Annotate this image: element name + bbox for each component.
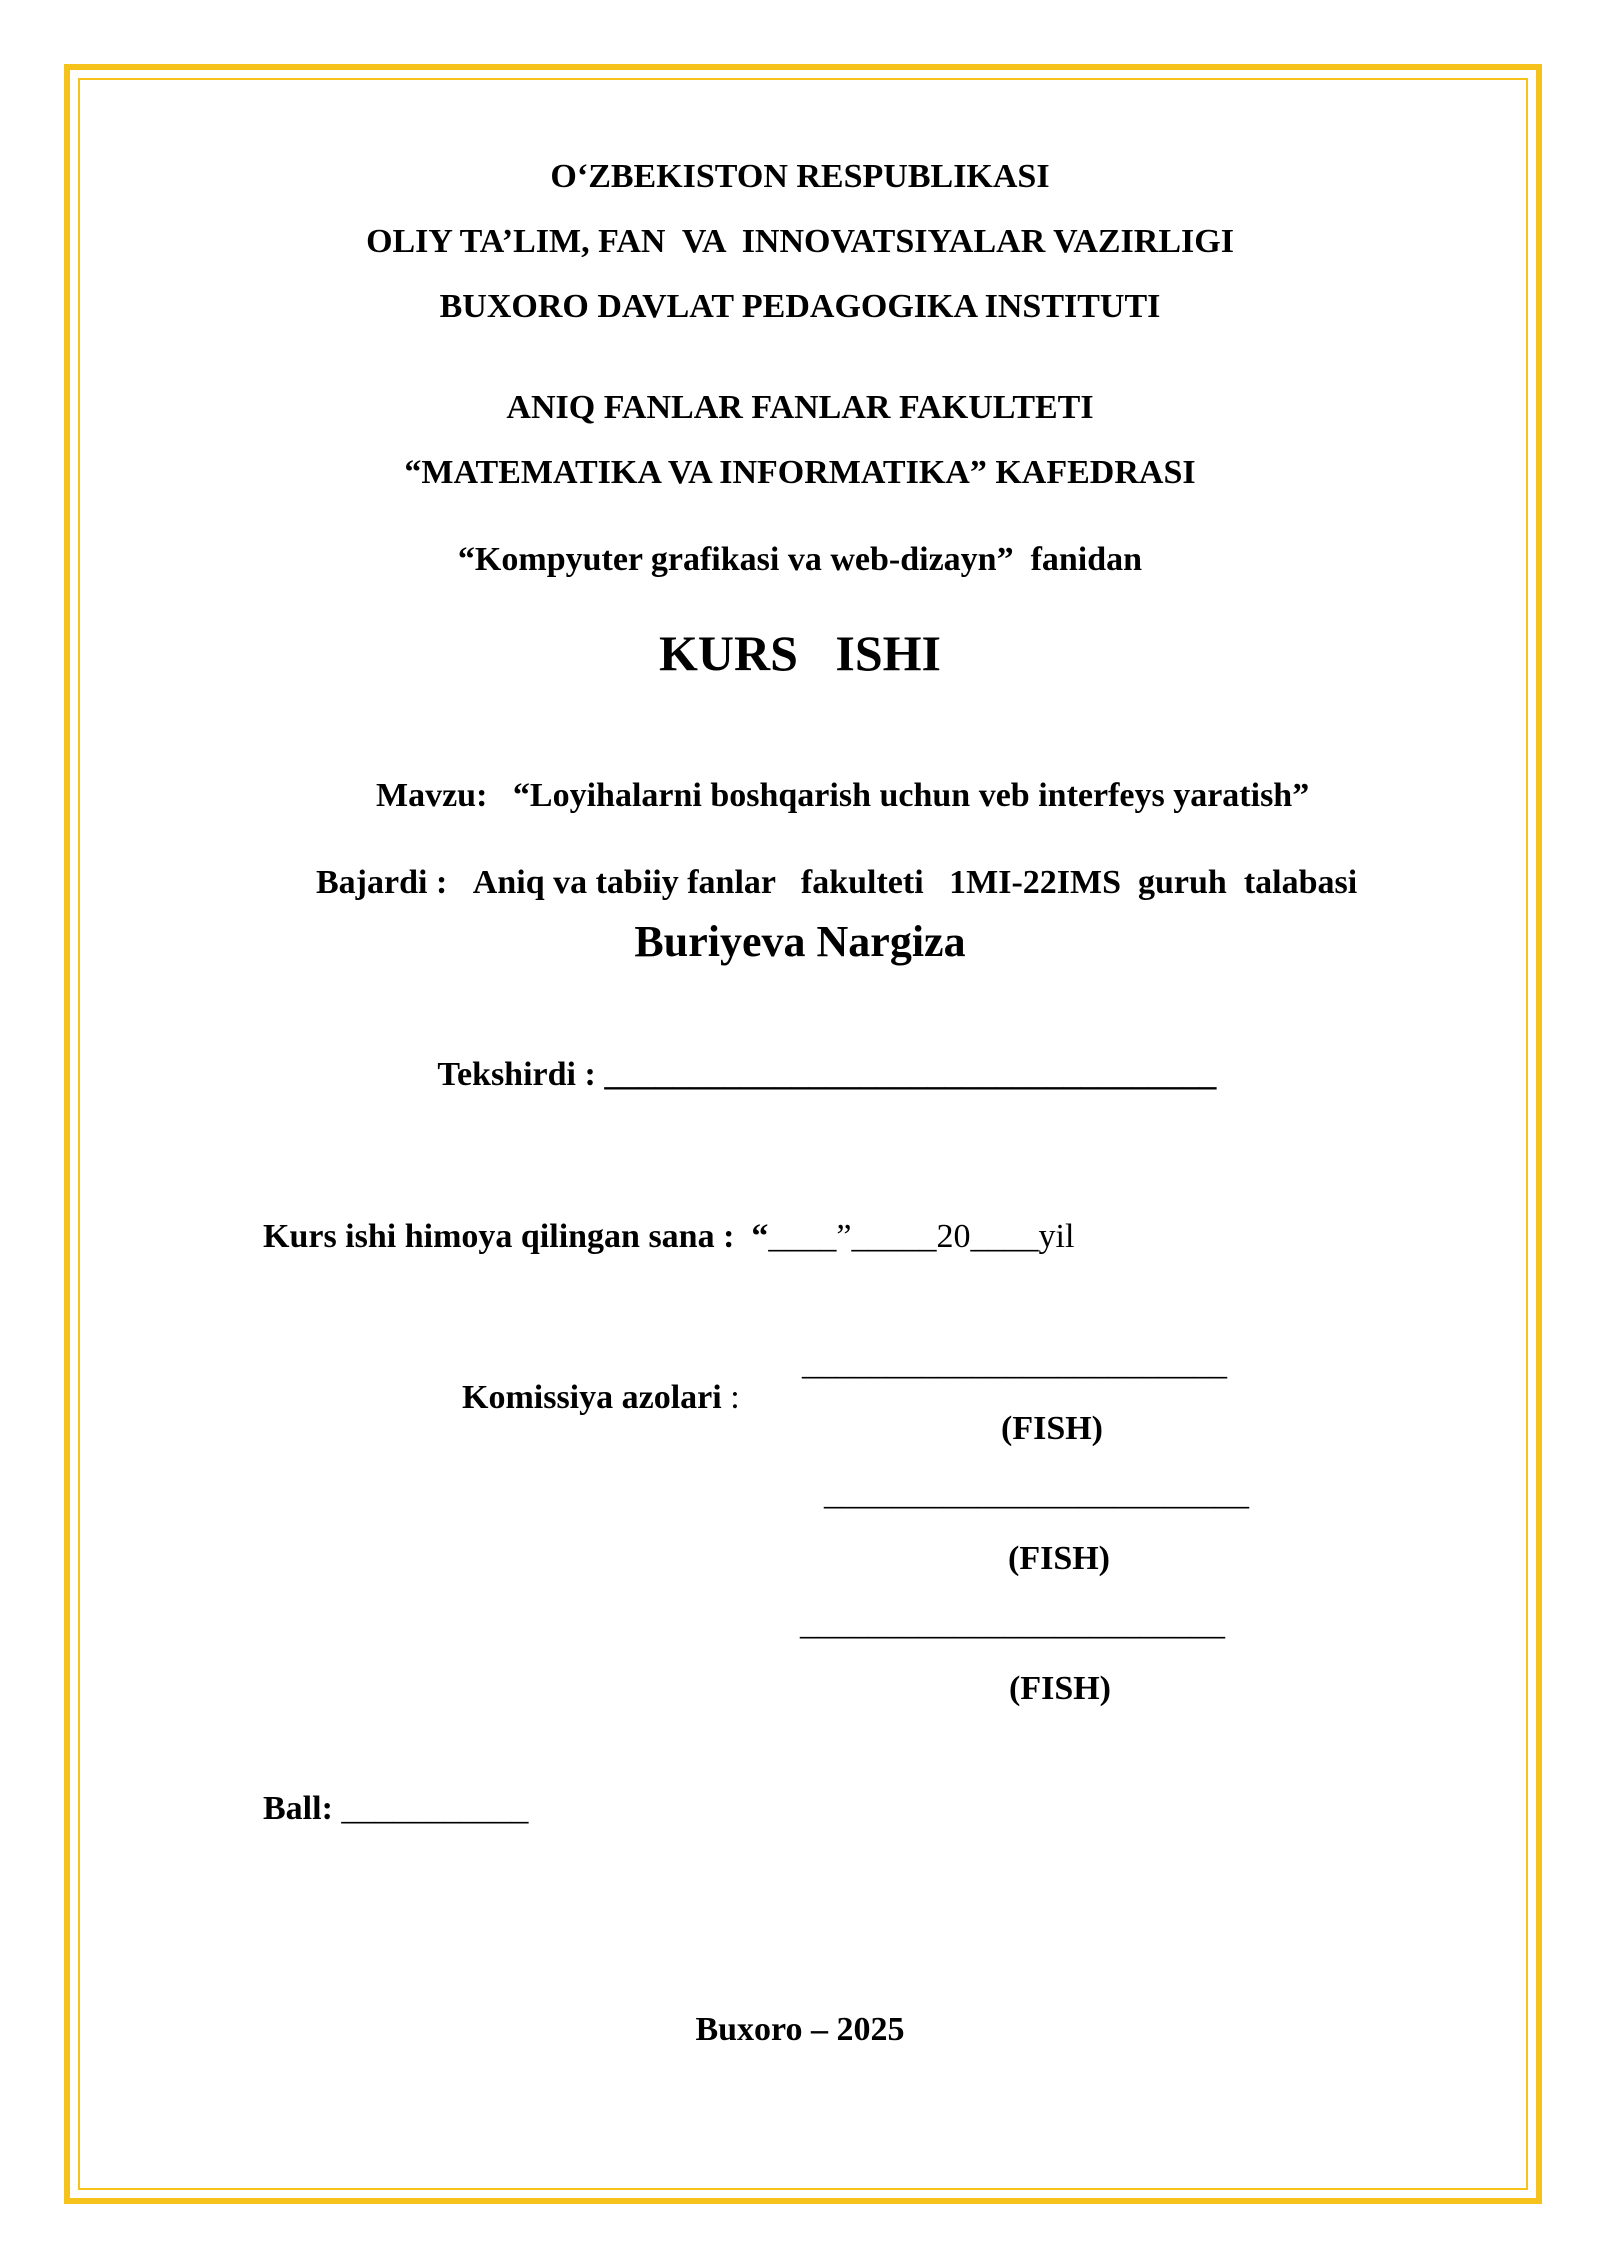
subject-line: “Kompyuter grafikasi va web-dizayn” fanidan [457,541,1143,578]
score-blank: ___________ [341,1790,529,1827]
checked-by-line [404,1024,1216,1126]
commission-label-line [428,1347,740,1449]
department-name: “MATEMATIKA VA INFORMATIKA” KAFEDRASI [404,454,1196,491]
defense-date-open-quote: “ [751,1218,769,1255]
performer-value: Aniq va tabiiy fanlar fakulteti 1MI-22IMS guruh talabasi [472,864,1358,901]
defense-date-year-prefix: 20 [936,1218,971,1255]
student-name: Buriyeva Nargiza [634,917,966,966]
defense-date-line [229,1186,1074,1288]
commission-member-2-caption: (FISH) [1008,1540,1110,1577]
footer-city-year: Buxoro – 2025 [695,2011,905,2048]
checked-by-label: Tekshirdi : [437,1056,605,1093]
defense-date-close-quote: ” [836,1218,852,1255]
defense-date-year-blank: ____ [970,1218,1039,1255]
commission-colon: : [721,1379,740,1416]
defense-date-label: Kurs ishi himoya qilingan sana : [263,1218,752,1255]
commission-label: Komissiya azolari [462,1379,722,1416]
header-republic: O‘ZBEKISTON RESPUBLIKASI [550,158,1050,195]
defense-date-suffix: yil [1038,1218,1075,1255]
commission-member-3-caption: (FISH) [1009,1670,1111,1707]
commission-member-1-blank: _________________________ [802,1345,1227,1382]
topic-label: Mavzu: [376,777,488,814]
defense-date-day-blank: ____ [768,1218,837,1255]
faculty-name: ANIQ FANLAR FANLAR FAKULTETI [506,389,1094,426]
performer-label: Bajardi : [316,864,448,901]
header-institute: BUXORO DAVLAT PEDAGOGIKA INSTITUTI [439,288,1161,325]
header-ministry: OLIY TA’LIM, FAN VA INNOVATSIYALAR VAZIRLIGI [366,223,1234,260]
document-title: KURS ISHI [658,625,942,681]
defense-date-month-blank: _____ [851,1218,937,1255]
commission-member-2-blank: _________________________ [824,1475,1249,1512]
commission-member-1-caption: (FISH) [1001,1410,1103,1447]
score-line [229,1758,528,1860]
topic-value: “Loyihalarni boshqarish uchun veb interfeys yaratish” [512,777,1310,814]
checked-by-blank: ____________________________________ [604,1056,1217,1093]
commission-member-3-blank: _________________________ [800,1605,1225,1642]
score-label: Ball: [263,1790,342,1827]
